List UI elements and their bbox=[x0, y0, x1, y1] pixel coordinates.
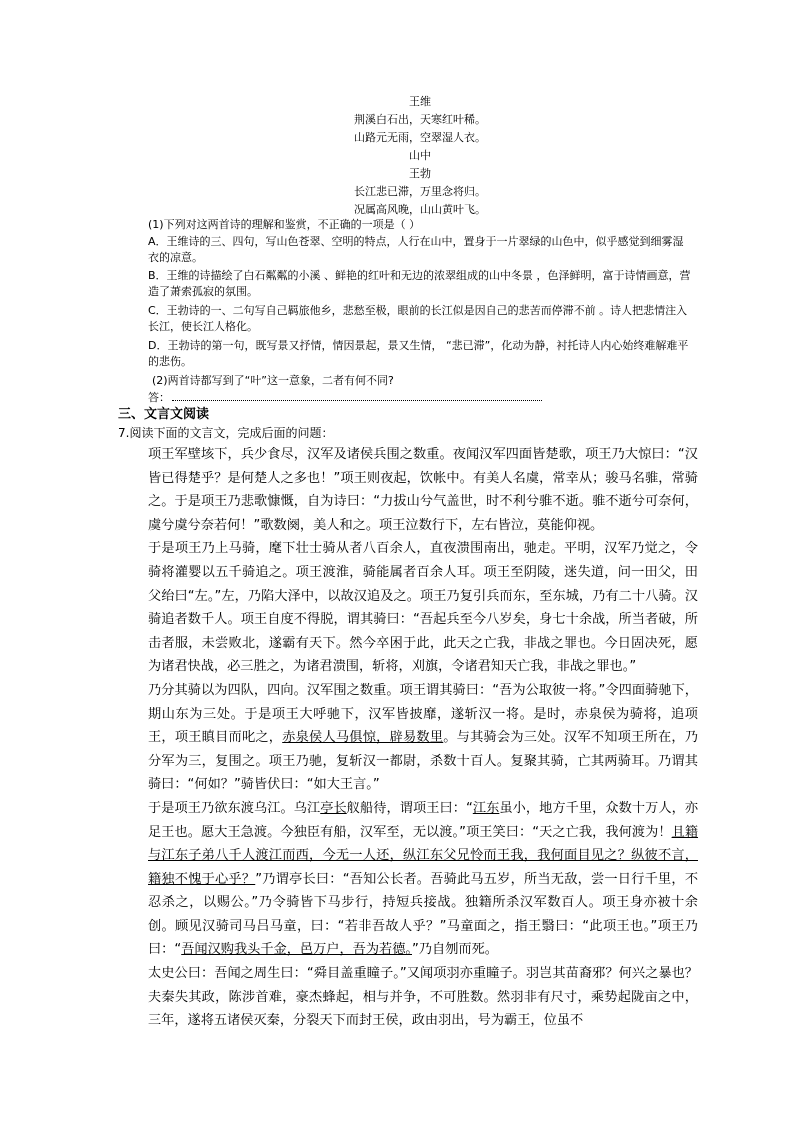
poem2-title: 山中 bbox=[409, 149, 431, 162]
option-a: A．王维诗的三、四句，写山色苍翠、空明的特点，人行在山中，置身于一片翠绿的山色中，似乎感觉到细雾湿衣的凉意。 bbox=[148, 235, 684, 264]
poem1-author: 王维 bbox=[409, 95, 431, 108]
passage-paragraph-5: 太史公曰：吾闻之周生曰：“舜目盖重瞳子。”又闻项羽亦重瞳子。羽岂其苗裔邪？何兴之暴也？夫秦失其政，陈涉首难，豪杰蜂起，相与并争，不可胜数。然羽非有尺寸，乘势起陇亩之中，三年，遂将五诸侯灭秦，分裂天下而封王侯，政由羽出，号为霸王，位虽不 bbox=[148, 966, 698, 1029]
answer-row bbox=[148, 390, 688, 406]
answer-label: 答： bbox=[148, 391, 170, 404]
poem1-line-2: 山路元无雨，空翠湿人衣。 bbox=[354, 131, 486, 144]
passage-paragraph-4: 于是项王乃欲东渡乌江。乌江亭长舣船待，谓项王曰：“江东虽小，地方千里，众数十万人，亦足王也。愿大王急渡。今独臣有船，汉军至，无以渡。”项王笑曰：“天之亡我，我何渡为！且籍与江东子弟八千人渡江而西，今无一人还，纵江东父兄怜而王我，我何面目见之？纵彼不言，籍独不愧于心乎？”乃谓亭长曰：“吾知公长者。吾骑此马五岁，所当无敌，尝一日行千里，不忍杀之，以赐公。”乃令骑皆下马步行，持短兵接战。独籍所杀汉军数百人。项王身亦被十余创。顾见汉骑司马吕马童，曰：“若非吾故人乎？”马童面之，指王翳曰：“此项王也。”项王乃曰：“吾闻汉购我头千金，邑万户，吾为若德。”乃自刎而死。 bbox=[148, 800, 699, 958]
poem1-line-1: 荆溪白石出，天寒红叶稀。 bbox=[354, 113, 486, 126]
passage-paragraph-1: 项王军壁垓下，兵少食尽，汉军及诸侯兵围之数重。夜闻汉军四面皆楚歌，项王乃大惊曰：“汉皆已得楚乎？是何楚人之多也！”项王则夜起，饮帐中。有美人名虞，常幸从；骏马名骓，常骑之。于是项王乃悲歌慷慨，自为诗曰：“力拔山兮气盖世，时不利兮骓不逝。骓不逝兮可奈何，虞兮虞兮奈若何！”歌数阕，美人和之。项王泣数行下，左右皆泣，莫能仰视。 bbox=[148, 447, 698, 533]
passage-paragraph-3: 乃分其骑以为四队，四向。汉军围之数重。项王谓其骑曰：“吾为公取彼一将。”令四面骑驰下，期山东为三处。于是项王大呼驰下，汉军皆披靡，遂斩汉一将。是时，赤泉侯为骑将，追项王，项王瞋目而叱之，赤泉侯人马俱惊，辟易数里。与其骑会为三处。汉军不知项王所在，乃分军为三，复围之。项王乃驰，复斩汉一都尉，杀数十百人。复聚其骑，亡其两骑耳。乃谓其骑曰：“何如？”骑皆伏曰：“如大王言。” bbox=[148, 682, 699, 793]
underlined-text: 赤泉侯人马俱惊，辟易数里 bbox=[282, 730, 444, 746]
poem2-line-1: 长江悲已滞，万里念将归。 bbox=[354, 185, 486, 198]
passage-paragraph-2: 于是项王乃上马骑，麾下壮士骑从者八百余人，直夜溃围南出，驰走。平明，汉军乃觉之，令骑将灌婴以五千骑追之。项王渡淮，骑能属者百余人耳。项王至阴陵，迷失道，问一田父，田父绐曰“左。”左，乃陷大泽中，以故汉追及之。项王乃复引兵而东，至东城，乃有二十八骑。汉骑追者数千人。项王自度不得脱，谓其骑曰：“吾起兵至今八岁矣，身七十余战，所当者破，所击者服，未尝败北，遂霸有天下。然今卒困于此，此天之亡我，非战之罪也。今日固决死，愿为诸君快战，必三胜之，为诸君溃围，斩将，刈旗，令诸君知天亡我，非战之罪也。” bbox=[148, 541, 698, 675]
section-heading: 三、文言文阅读 bbox=[118, 407, 210, 422]
poem-question-1: (1)下列对这两首诗的理解和鉴赏，不正确的一项是（ ） bbox=[148, 218, 421, 231]
classical-passage bbox=[148, 443, 698, 1033]
underlined-text: 亭长 bbox=[320, 800, 347, 816]
option-c: C．王勃诗的一、二句写自己羁旅他乡，悲愁至极，眼前的长江似是因自己的悲苦而停滞不前 。诗人把悲情注入长江，使长江人格化。 bbox=[148, 304, 688, 333]
underlined-sentence: 吾闻汉购我头千金，邑万户，吾为若德。 bbox=[181, 942, 412, 958]
option-b: B．王维的诗描绘了白石粼粼的小溪 、鲜艳的红叶和无边的浓翠组成的山中冬景 ，色泽鲜明，富于诗情画意，营造了萧索孤寂的氛围。 bbox=[148, 269, 691, 298]
question-7-stem: 7.阅读下面的文言文，完成后面的问题： bbox=[118, 426, 334, 440]
poem-question-2: (2)两首诗都写到了“叶”这一意象，二者有何不同? bbox=[152, 374, 394, 387]
underlined-sentence: 且籍与江东子弟八千人渡江而西，今无一人还，纵江东父兄怜而王我，我何面目见之？纵彼不言，籍独不愧于心乎？ bbox=[148, 824, 699, 887]
answer-blank[interactable] bbox=[172, 391, 542, 401]
poem2-author: 王勃 bbox=[409, 167, 431, 180]
underlined-text: 江东 bbox=[472, 800, 500, 816]
poem2-line-2: 况属高风晚，山山黄叶飞。 bbox=[354, 203, 486, 216]
option-d: D．王勃诗的第一句，既写景又抒情，情因景起，景又生情， “悲已滞”，化动为静，衬托诗人内心始终难解难平的悲伤。 bbox=[148, 339, 689, 368]
